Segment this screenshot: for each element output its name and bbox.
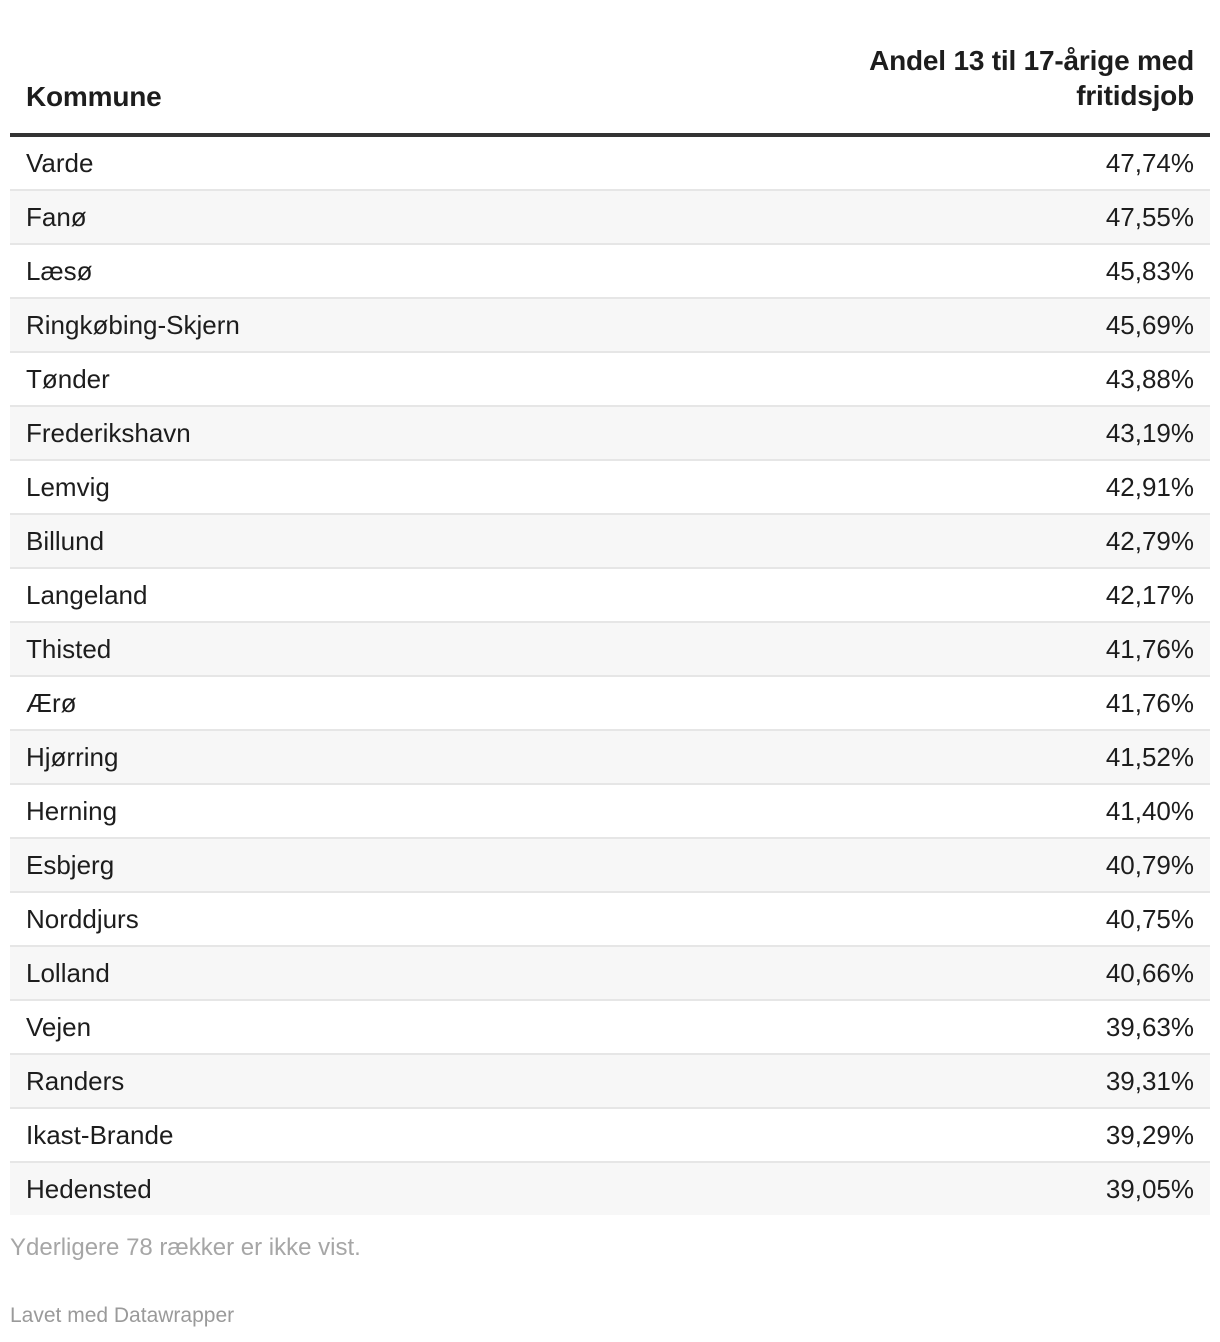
andel-cell: 41,76% <box>1105 634 1194 664</box>
table-row <box>10 839 1210 893</box>
andel-cell: 39,63% <box>1105 1012 1194 1042</box>
table-row <box>10 137 1210 191</box>
kommune-cell: Billund <box>26 526 105 556</box>
table-row <box>10 245 1210 299</box>
table-row <box>10 623 1210 677</box>
table-row <box>10 407 1210 461</box>
table-row <box>10 785 1210 839</box>
table-row <box>10 677 1210 731</box>
andel-cell: 41,52% <box>1105 742 1194 772</box>
andel-cell: 39,29% <box>1105 1120 1194 1150</box>
kommune-cell: Lolland <box>26 958 110 988</box>
kommune-cell: Tønder <box>26 364 110 394</box>
andel-cell: 47,74% <box>1105 148 1194 178</box>
table-row <box>10 731 1210 785</box>
kommune-cell: Hjørring <box>26 742 119 772</box>
column-header-andel-line2: fritidsjob <box>1076 80 1194 111</box>
kommune-cell: Vejen <box>26 1012 92 1042</box>
kommune-cell: Fanø <box>26 202 87 232</box>
table-row <box>10 461 1210 515</box>
kommune-cell: Ringkøbing-Skjern <box>26 310 240 340</box>
andel-cell: 42,91% <box>1105 472 1194 502</box>
column-header-andel-line1: Andel 13 til 17-årige med <box>869 45 1194 76</box>
table-header <box>10 0 1210 137</box>
table-row <box>10 353 1210 407</box>
datawrapper-credit-link[interactable]: Lavet med Datawrapper <box>10 1304 235 1327</box>
kommune-cell: Læsø <box>26 256 93 286</box>
andel-cell: 45,83% <box>1105 256 1194 286</box>
andel-cell: 45,69% <box>1105 310 1194 340</box>
andel-cell: 39,31% <box>1105 1066 1194 1096</box>
andel-cell: 40,75% <box>1105 904 1194 934</box>
table-row <box>10 191 1210 245</box>
kommune-cell: Esbjerg <box>26 850 115 880</box>
andel-cell: 42,79% <box>1105 526 1194 556</box>
andel-cell: 39,05% <box>1105 1174 1194 1204</box>
table-row <box>10 1055 1210 1109</box>
table-body <box>10 137 1210 1215</box>
table-row <box>10 515 1210 569</box>
kommune-cell: Herning <box>26 796 118 826</box>
kommune-cell: Lemvig <box>26 472 110 502</box>
andel-cell: 40,66% <box>1105 958 1194 988</box>
rows-hidden-note: Yderligere 78 rækker er ikke vist. <box>10 1234 361 1261</box>
kommune-cell: Langeland <box>26 580 148 610</box>
kommune-cell: Frederikshavn <box>26 418 191 448</box>
andel-cell: 43,88% <box>1105 364 1194 394</box>
kommune-cell: Ikast-Brande <box>26 1120 174 1150</box>
andel-cell: 41,40% <box>1105 796 1194 826</box>
column-header-kommune[interactable]: Kommune <box>26 81 162 112</box>
kommune-cell: Ærø <box>26 688 77 718</box>
andel-cell: 42,17% <box>1105 580 1194 610</box>
table-row <box>10 947 1210 1001</box>
table-row <box>10 569 1210 623</box>
kommune-cell: Thisted <box>26 634 112 664</box>
kommune-cell: Varde <box>26 148 94 178</box>
table-row <box>10 1001 1210 1055</box>
table-row <box>10 1163 1210 1215</box>
kommune-cell: Norddjurs <box>26 904 139 934</box>
table-row <box>10 299 1210 353</box>
data-table <box>10 0 1210 1215</box>
andel-cell: 41,76% <box>1105 688 1194 718</box>
kommune-cell: Hedensted <box>26 1174 152 1204</box>
andel-cell: 43,19% <box>1105 418 1194 448</box>
andel-cell: 47,55% <box>1105 202 1194 232</box>
table-row <box>10 1109 1210 1163</box>
table-row <box>10 893 1210 947</box>
kommune-cell: Randers <box>26 1066 125 1096</box>
column-header-andel[interactable] <box>774 43 1194 113</box>
andel-cell: 40,79% <box>1105 850 1194 880</box>
